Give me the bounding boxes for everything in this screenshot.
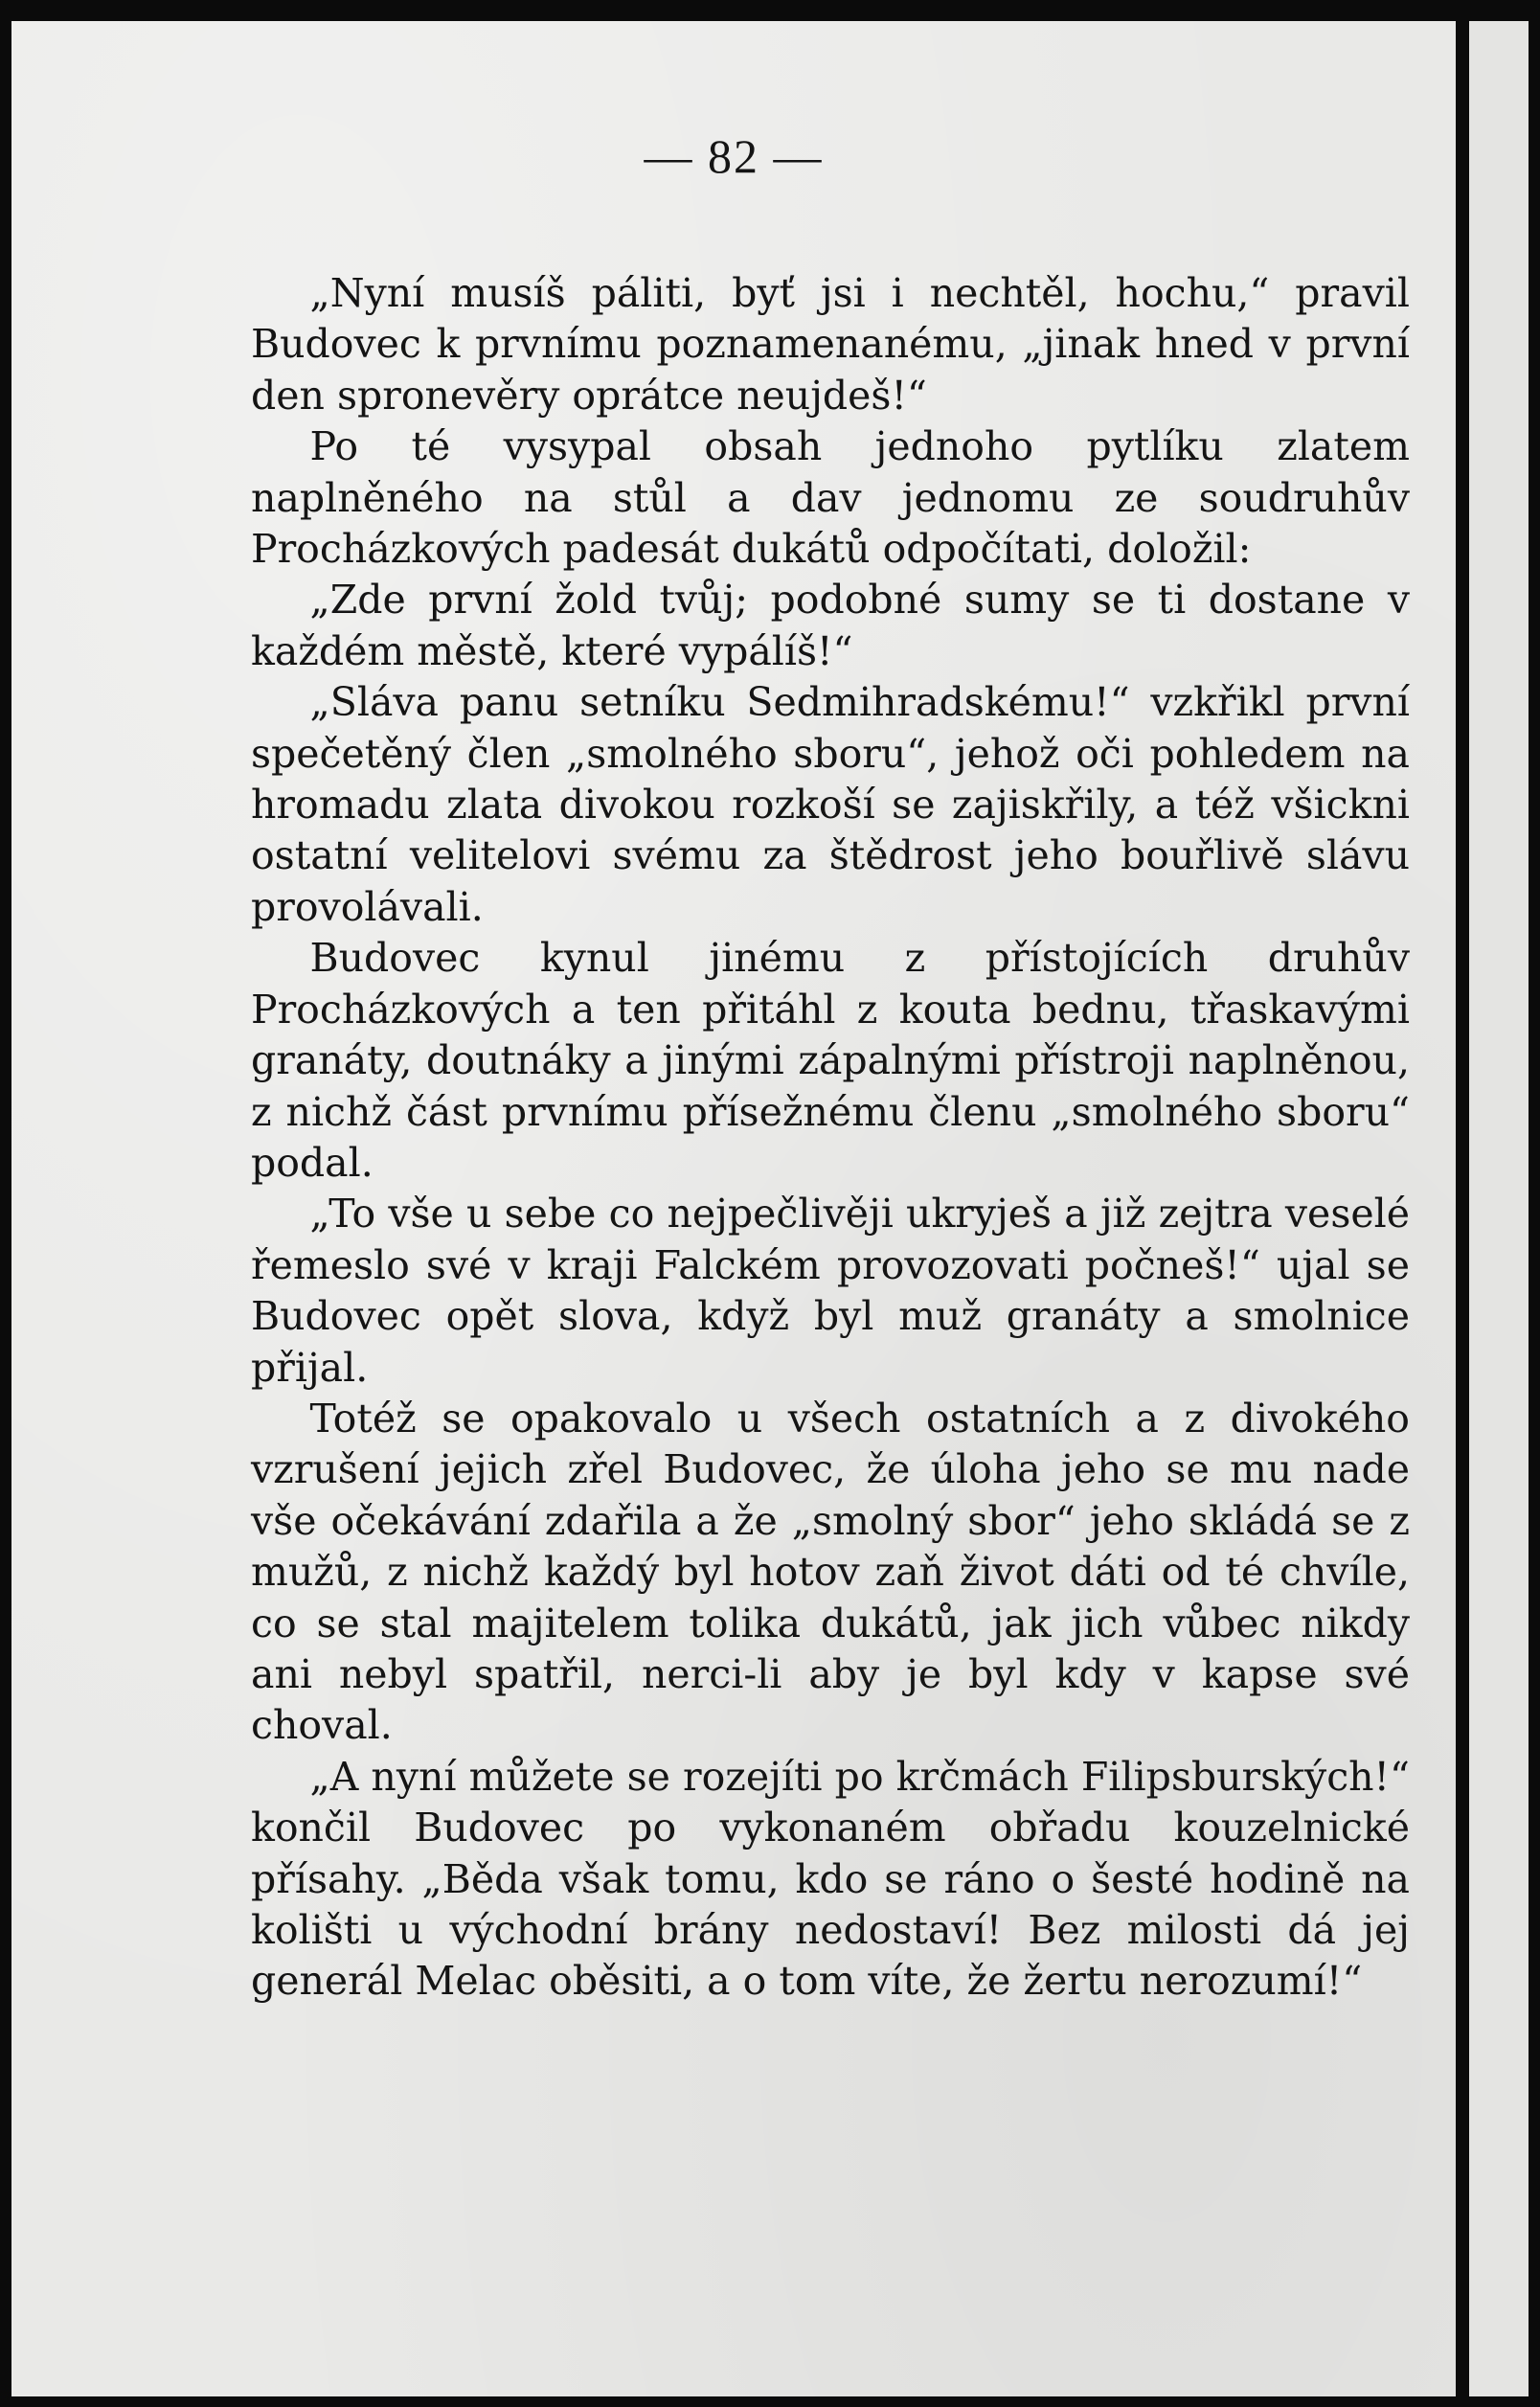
paragraph: „Zde první žold tvůj; podobné sumy se ti dostane v každém městě, které vypálíš!“ (251, 577, 1410, 674)
paragraph: „Sláva panu setníku Sedmihradskému!“ vzkřikl první spečetěný člen „smolného sboru“, jehož oči pohledem na hromadu zlata divokou rozkoší se zajiskřily, a též všickni ostatní velitelovi svému za štědrost jeho bouřlivě slávu provolávali. (251, 679, 1410, 930)
paragraph: Po té vysypal obsah jednoho pytlíku zlatem naplněného na stůl a dav jednomu ze soudruhův Procházkových padesát dukátů odpočítati, doložil: (251, 423, 1410, 573)
page-number: — 82 — (644, 129, 824, 183)
book-page (11, 21, 1456, 2396)
page-body-text (251, 268, 1410, 2008)
paragraph: Budovec kynul jinému z přístojících druhův Procházkových a ten přitáhl z kouta bednu, třaskavými granáty, doutnáky a jinými zápalnými přístroji naplněnou, z nichž část prvnímu přísežnému členu „smolného sboru“ podal. (251, 935, 1410, 1186)
paragraph: „To vše u sebe co nejpečlivěji ukryješ a již zejtra veselé řemeslo své v kraji Falckém provozovati počneš!“ ujal se Budovec opět slova, když byl muž granáty a smolnice přijal. (251, 1191, 1410, 1391)
adjacent-page-edge (1469, 21, 1529, 2396)
paragraph: „A nyní můžete se rozejíti po krčmách Filipsburských!“ končil Budovec po vykonaném obřadu kouzelnické přísahy. „Běda však tomu, kdo se ráno o šesté hodině na kolišti u východní brány nedostaví! Bez milosti dá jej generál Melac oběsiti, a o tom víte, že žertu nerozumí!“ (251, 1753, 1410, 2005)
paragraph: „Nyní musíš páliti, byť jsi i nechtěl, hochu,“ pravil Budovec k prvnímu poznamenanému, „jinak hned v první den spronevěry oprátce neujdeš!“ (251, 270, 1410, 419)
paragraph: Totéž se opakovalo u všech ostatních a z divokého vzrušení jejich zřel Budovec, že úloha jeho se mu nade vše očekávání zdařila a že „smolný sbor“ jeho skládá se z mužů, z nichž každý byl hotov zaň život dáti od té chvíle, co se stal majitelem tolika dukátů, jak jich vůbec nikdy ani nebyl spatřil, nerci-li aby je byl kdy v kapse své choval. (251, 1395, 1410, 1749)
